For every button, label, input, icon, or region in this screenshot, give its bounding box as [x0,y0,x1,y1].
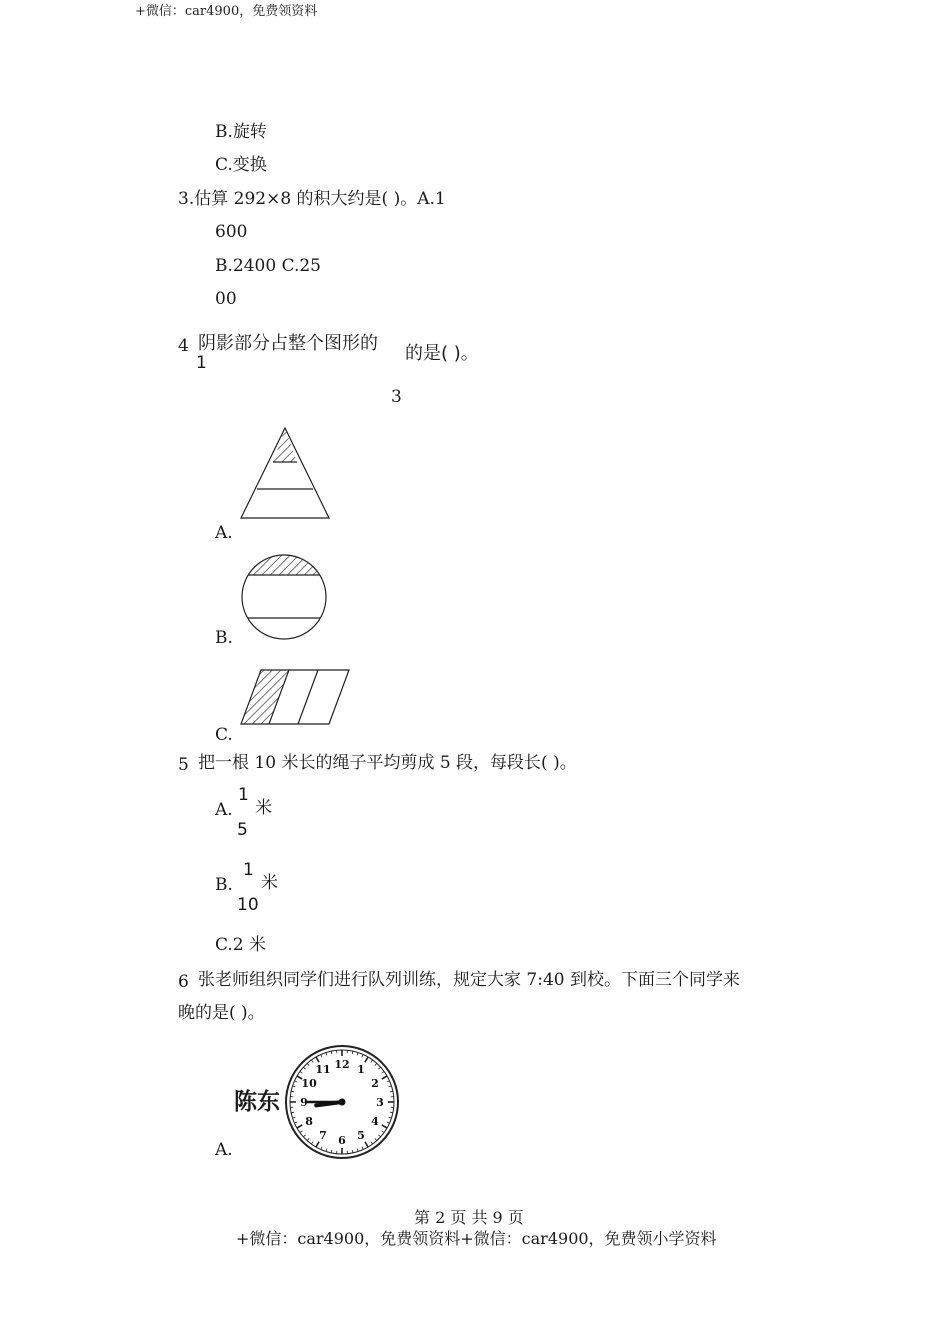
q6-student-name: 陈东 [234,1089,280,1115]
q4-fraction-denominator: 3 [391,387,402,407]
q5-option-a-unit: 米 [255,798,272,818]
circle-figure [240,554,330,642]
footer-page-info: 第 2 页 共 9 页 [414,1208,524,1227]
clock-figure [284,1044,402,1162]
q4-number: 4 [178,336,189,356]
q6-option-a: A. [215,1140,233,1160]
clock-number: 5 [357,1128,365,1142]
q4-option-c: C. [215,725,233,745]
q2-option-c: C.变换 [215,155,267,175]
q5-option-a-denominator: 5 [237,820,248,840]
q3-stem: 3.估算 292×8 的积大约是( )。A.1 [178,189,446,209]
q3-option-c-cont: 00 [215,289,237,309]
clock-number: 3 [376,1096,384,1109]
q5-option-a-label: A. [215,800,233,820]
q4-fraction-numerator: 1 [196,353,207,373]
clock-number: 1 [357,1063,365,1077]
clock-number: 9 [300,1096,308,1109]
q6-number: 6 [178,972,189,992]
clock-number: 7 [319,1128,327,1142]
q5-option-b-numerator: 1 [243,860,254,880]
clock-number: 2 [371,1077,379,1090]
q4-stem-part2: 的是( )。 [405,343,479,364]
q4-stem-part1: 阴影部分占整个图形的 [198,333,378,354]
clock-number: 11 [315,1063,331,1077]
q5-option-a-numerator: 1 [238,785,249,805]
clock-number: 6 [338,1134,346,1147]
q5-option-c: C.2 米 [215,935,267,955]
q4-option-b: B. [215,628,233,648]
q5-stem: 把一根 10 米长的绳子平均剪成 5 段，每段长( )。 [198,753,577,773]
clock-number: 10 [301,1077,317,1090]
footer-promo: +微信：car4900，免费领资料+微信：car4900，免费领小学资料 [236,1229,717,1248]
q5-option-b-unit: 米 [261,873,278,893]
triangle-figure [240,427,332,521]
q2-option-b: B.旋转 [215,122,267,142]
q5-number: 5 [178,755,189,775]
q3-option-a-cont: 600 [215,222,248,242]
parallelogram-figure [240,668,352,728]
q4-option-a: A. [215,523,233,543]
clock-number: 12 [334,1058,350,1071]
clock-number: 4 [371,1115,379,1128]
q6-stem-line1: 张老师组织同学们进行队列训练，规定大家 7:40 到校。下面三个同学来 [198,970,740,990]
q6-stem-line2: 晚的是( )。 [178,1003,265,1023]
q3-option-b-c: B.2400 C.25 [215,256,322,276]
q5-option-b-denominator: 10 [237,895,259,915]
q5-option-b-label: B. [215,875,233,895]
clock-number: 8 [305,1115,313,1128]
header-watermark: +微信：car4900，免费领资料 [135,4,318,19]
